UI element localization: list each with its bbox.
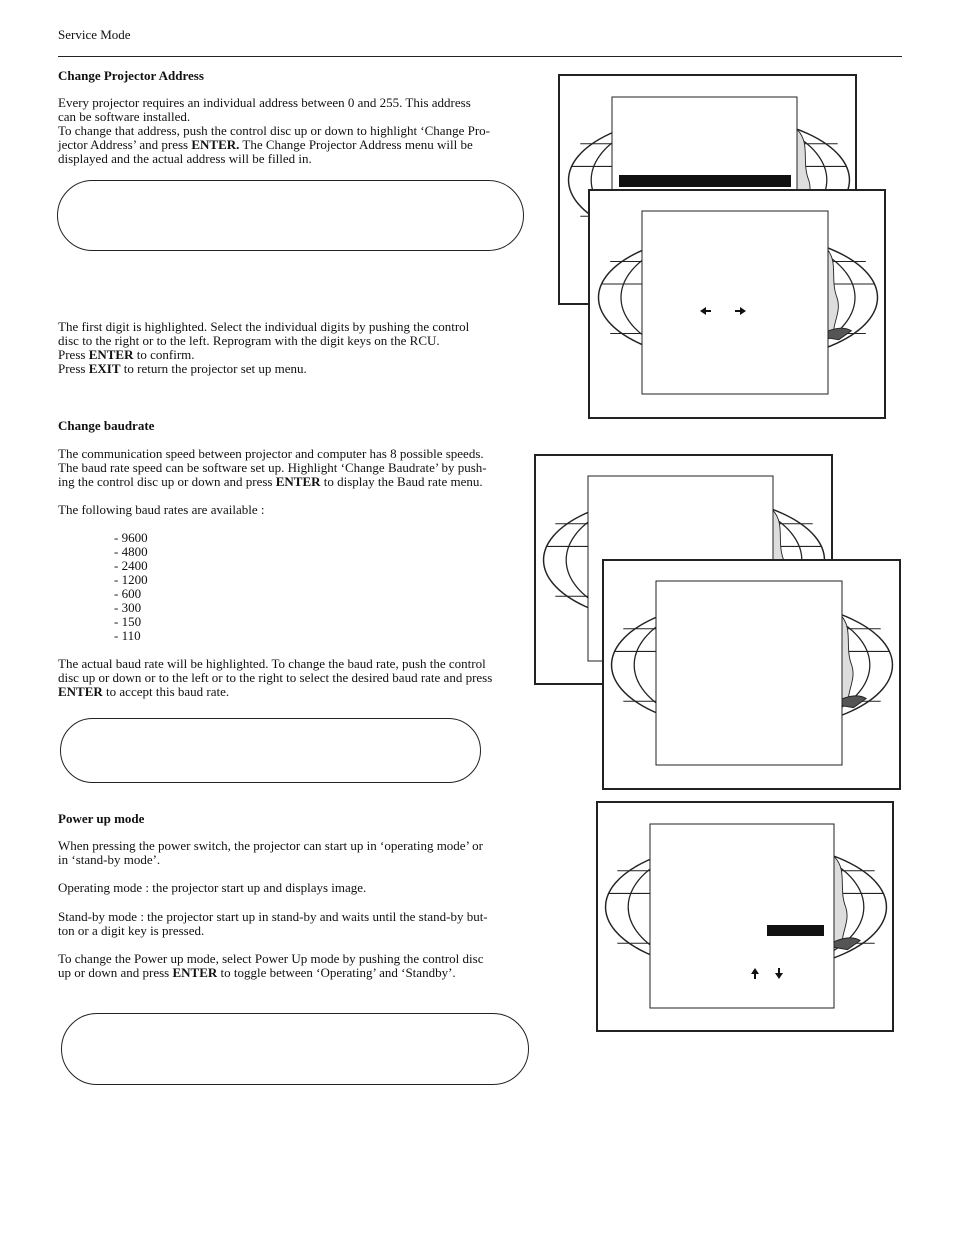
list-item: - 9600 <box>114 530 148 545</box>
powerup-paragraph-3: Stand-by mode : the projector start up in stand-by and waits until the stand-by but- ton or a digit key is pressed. <box>58 909 488 938</box>
figure-baudrate-menus <box>535 455 900 789</box>
list-item: - 300 <box>114 600 142 615</box>
list-item: - 2400 <box>114 558 148 573</box>
baudrate-paragraph-1: The communication speed between projector and computer has 8 possible speeds. The baud rate speed can be software set up. Highlight ‘Change Baudrate’ by push- ing the control disc up or down and press ENTER to display the Baud rate menu. <box>58 446 487 489</box>
section-title-powerup: Power up mode <box>58 811 145 826</box>
list-item: - 600 <box>114 586 142 601</box>
highlight-bar <box>619 175 791 187</box>
address-paragraph-1: Every projector requires an individual address between 0 and 255. This address can be software installed. To change that address, push the control disc up or down to highlight ‘Change Pro- jector Address’ and press ENTER. The Change Projector Address menu will be displayed and the actual address will be filled in. <box>58 95 490 166</box>
figure-address-menus <box>559 75 885 418</box>
address-paragraph-2: The first digit is highlighted. Select the individual digits by pushing the control disc to the right or to the left. Reprogram with the digit keys on the RCU. Press ENTER to confirm. Press EXIT to return the projector set up menu. <box>58 319 470 376</box>
section-title-baudrate: Change baudrate <box>58 418 155 433</box>
baudrate-paragraph-3: The actual baud rate will be highlighted. To change the baud rate, push the control disc up or down or to the left or to the right to select the desired baud rate and press ENTER to accept this baud rate. <box>58 656 493 699</box>
powerup-paragraph-2: Operating mode : the projector start up and displays image. <box>58 880 367 895</box>
list-item: - 4800 <box>114 544 148 559</box>
highlight-bar <box>767 925 824 936</box>
baudrate-paragraph-2: The following baud rates are available : <box>58 502 265 517</box>
powerup-paragraph-1: When pressing the power switch, the projector can start up in ‘operating mode’ or in ‘stand-by mode’. <box>58 838 484 867</box>
list-item: - 1200 <box>114 572 148 587</box>
figure-powerup-menu <box>597 802 893 1031</box>
powerup-paragraph-4: To change the Power up mode, select Power Up mode by pushing the control disc up or down and press ENTER to toggle between ‘Operating’ and ‘Standby’. <box>58 951 484 980</box>
running-head: Service Mode <box>58 27 131 42</box>
list-item: - 110 <box>114 628 141 643</box>
section-title-address: Change Projector Address <box>58 68 204 83</box>
list-item: - 150 <box>114 614 142 629</box>
